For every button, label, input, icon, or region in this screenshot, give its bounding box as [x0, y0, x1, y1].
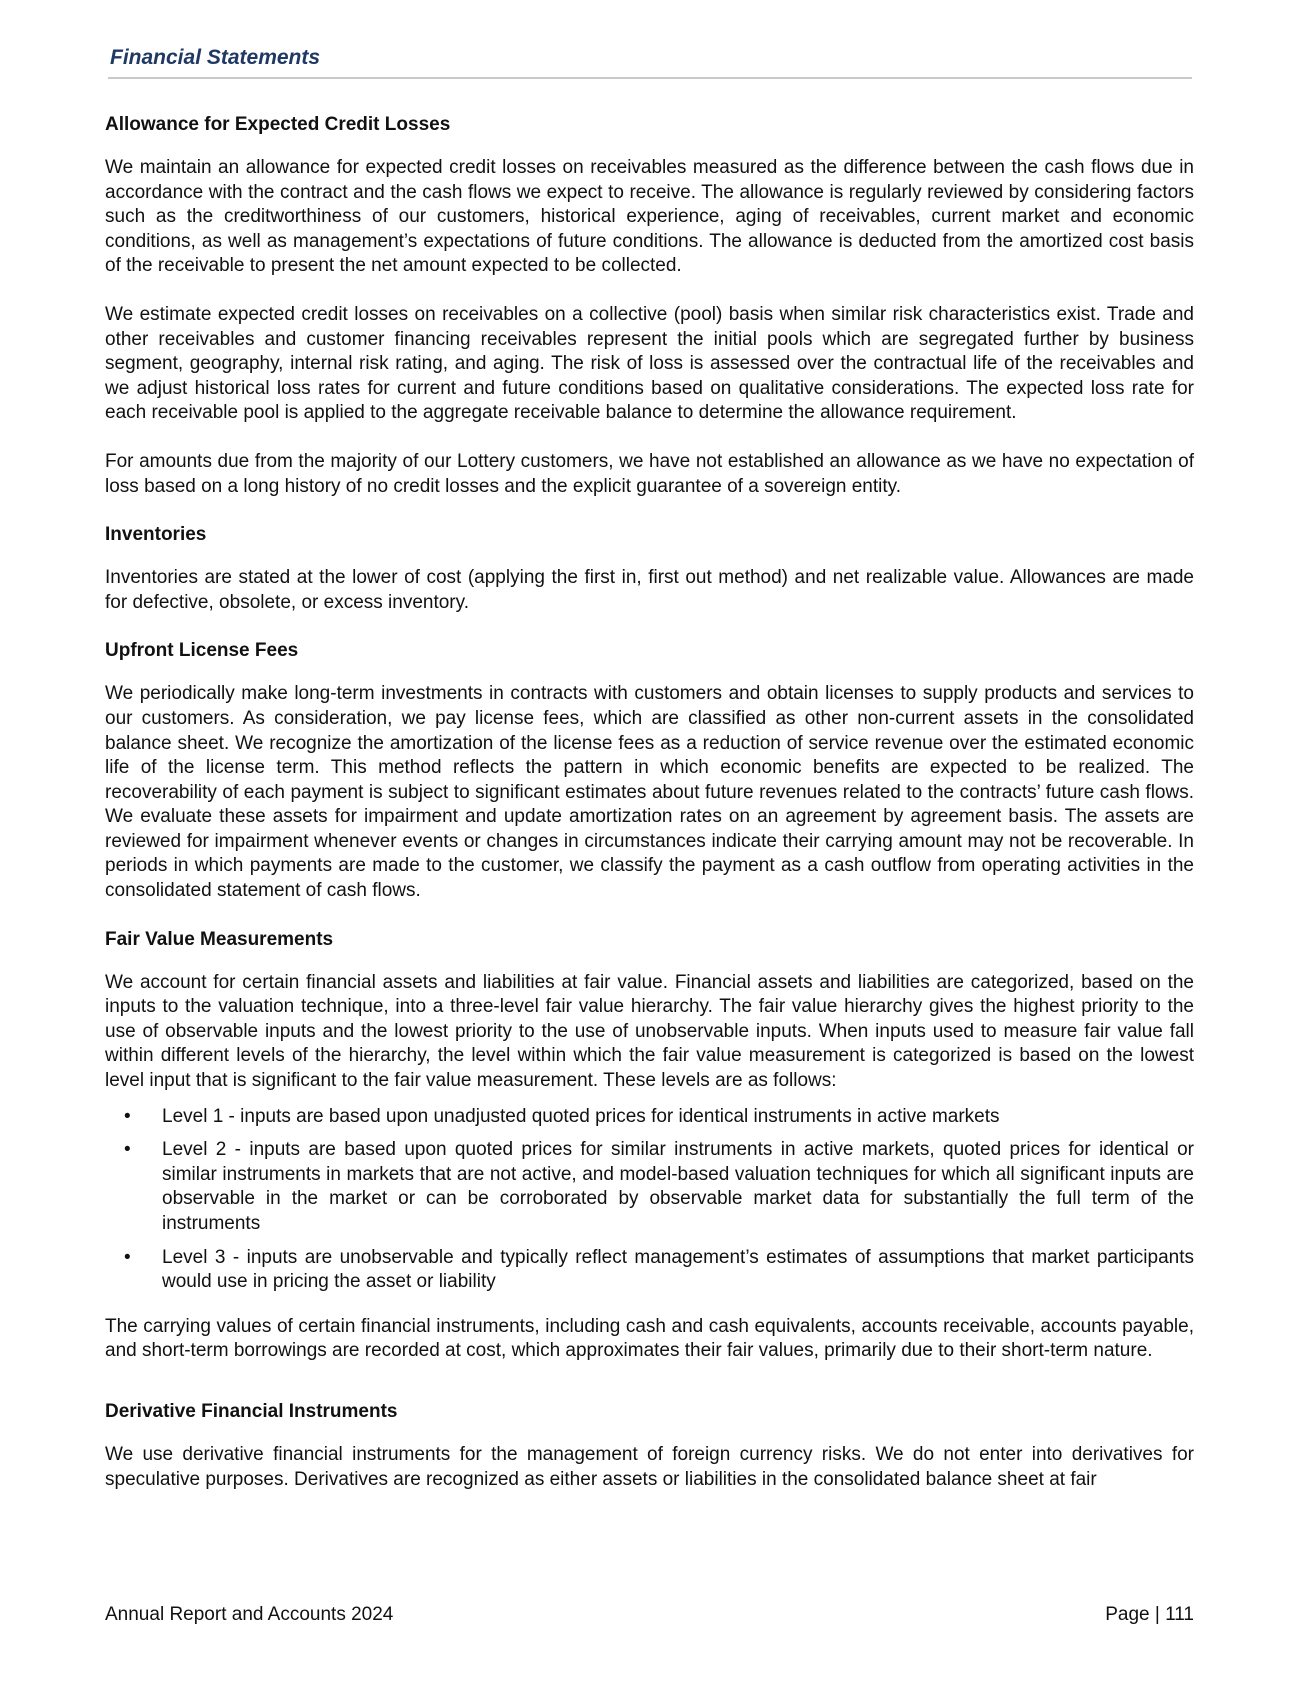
section-derivative-financial-instruments: [105, 1400, 1194, 1492]
footer-report-title: Annual Report and Accounts 2024: [105, 1604, 394, 1625]
paragraph: We maintain an allowance for expected credit losses on receivables measured as the difference between the cash flows due in accordance with the contract and the cash flows we expect to receive. The allowance is regularly reviewed by considering factors such as the creditworthiness of our customers, historical experience, aging of receivables, current market and economic conditions, as well as management’s expectations of future conditions. The allowance is deducted from the amortized cost basis of the receivable to present the net amount expected to be collected.: [105, 157, 1194, 277]
paragraph: Inventories are stated at the lower of cost (applying the first in, first out method) and net realizable value. Allowances are made for defective, obsolete, or excess inventory.: [105, 567, 1194, 613]
page-header-title: Financial Statements: [110, 46, 321, 69]
paragraph: We periodically make long-term investments in contracts with customers and obtain licenses to supply products and services to our customers. As consideration, we pay license fees, which are classified as other non-current assets in the consolidated balance sheet. We recognize the amortization of the license fees as a reduction of service revenue over the estimated economic life of the license term. This method reflects the pattern in which economic benefits are expected to be realized. The recoverability of each payment is subject to significant estimates about future revenues related to the contracts’ future cash flows. We evaluate these assets for impairment and update amortization rates on an agreement by agreement basis. The assets are reviewed for impairment whenever events or changes in circumstances indicate their carrying amount may not be recoverable. In periods in which payments are made to the customer, we classify the payment as a cash outflow from operating activities in the consolidated statement of cash flows.: [105, 683, 1194, 902]
paragraph: The carrying values of certain financial instruments, including cash and cash equivalents, accounts receivable, accounts payable, and short-term borrowings are recorded at cost, which approximates their fair values, primarily due to their short-term nature.: [105, 1315, 1194, 1362]
section-allowance-credit-losses: [105, 113, 1194, 499]
list-item: [105, 1105, 1194, 1130]
paragraph: For amounts due from the majority of our Lottery customers, we have not established an allowance as we have no expectation of loss based on a long history of no credit losses and the explicit guarantee of a sovereign entity.: [105, 450, 1194, 497]
bullet-icon: •: [124, 1246, 131, 1268]
footer-page-number: Page | 111: [1105, 1604, 1194, 1625]
fair-value-levels-list: [105, 1105, 1194, 1295]
section-heading: Allowance for Expected Credit Losses: [105, 114, 451, 135]
section-heading: Inventories: [105, 524, 207, 546]
list-item: [105, 1246, 1194, 1295]
section-heading: Derivative Financial Instruments: [105, 1400, 398, 1422]
header-divider: [108, 77, 1192, 79]
list-item-text: Level 1 - inputs are based upon unadjusted quoted prices for identical instruments in active markets: [162, 1105, 1000, 1127]
document-body: [105, 113, 1194, 1516]
list-item-text: Level 2 - inputs are based upon quoted prices for similar instruments in active markets, quoted prices for identical or similar instruments in markets that are not active, and model-based valuation techniques for which all significant inputs are observable in the market or can be corroborated by observable market data for substantially the full term of the instruments: [162, 1139, 1194, 1234]
section-heading: Upfront License Fees: [105, 640, 299, 662]
paragraph: We use derivative financial instruments for the management of foreign currency risks. We do not enter into derivatives for speculative purposes. Derivatives are recognized as either assets or liabilities in the consolidated balance sheet at fair: [105, 1443, 1194, 1490]
section-fair-value-measurements: [105, 928, 1194, 1364]
paragraph: We account for certain financial assets and liabilities at fair value. Financial assets and liabilities are categorized, based on the inputs to the valuation technique, into a three-level fair value hierarchy. The fair value hierarchy gives the highest priority to the use of observable inputs and the lowest priority to the use of unobservable inputs. When inputs used to measure fair value fall within different levels of the hierarchy, the level within which the fair value measurement is categorized is based on the lowest level input that is significant to the fair value measurement. These levels are as follows:: [105, 971, 1194, 1092]
section-heading: Fair Value Measurements: [105, 928, 334, 950]
bullet-icon: •: [124, 1139, 131, 1161]
bullet-icon: •: [124, 1105, 131, 1127]
list-item-text: Level 3 - inputs are unobservable and typically reflect management’s estimates of assumptions that market participants would use in pricing the asset or liability: [162, 1246, 1194, 1293]
list-item: [105, 1138, 1194, 1236]
paragraph: We estimate expected credit losses on receivables on a collective (pool) basis when similar risk characteristics exist. Trade and other receivables and customer financing receivables represent the initial pools which are segregated further by business segment, geography, internal risk rating, and aging. The risk of loss is assessed over the contractual life of the receivables and we adjust historical loss rates for current and future conditions based on qualitative considerations. The expected loss rate for each receivable pool is applied to the aggregate receivable balance to determine the allowance requirement.: [105, 303, 1194, 424]
section-inventories: [105, 523, 1194, 615]
section-upfront-license-fees: [105, 639, 1194, 903]
